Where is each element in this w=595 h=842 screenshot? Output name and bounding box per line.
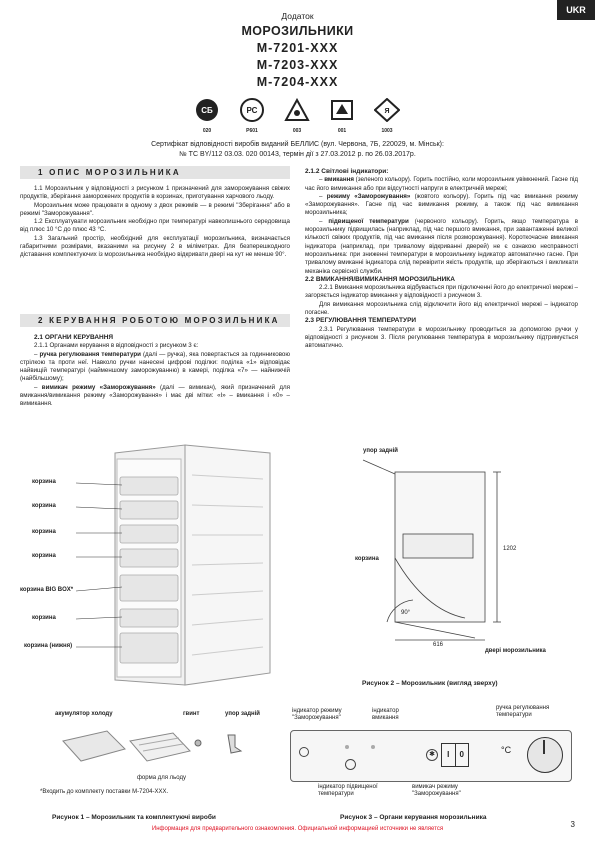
power-indicator-label: індикатор вмикання <box>372 708 399 721</box>
basket-label: корзина <box>32 503 56 509</box>
figure-2-caption: Рисунок 2 – Морозильник (вигляд зверху) <box>362 680 498 687</box>
high-temp-indicator-light <box>345 759 356 770</box>
cert-mark: РС Р601 <box>237 98 267 134</box>
basket-label: корзина <box>32 529 56 535</box>
left-column-controls <box>20 334 290 409</box>
paragraph: – ручка регулювання температури (далі — ручка), яка повертається за годинниковою стрілкою та проти неї. Навколо ручки нанесені цифрові поділки: поділка «1» відповідає найвищій температурі (найменшому заморожуванню) в камері, поділка «7» — найнижчій (найбільшому); <box>20 350 291 383</box>
page-number: 3 <box>570 820 575 829</box>
cert-mark: Я 1003 <box>372 98 402 134</box>
cert-logo-icon <box>329 98 355 122</box>
screw-label: гвинт <box>183 711 200 717</box>
certificate-text <box>0 140 595 160</box>
cert-logo-icon <box>194 98 220 122</box>
paragraph: – вмикання (зеленого кольору). Горить постійно, коли морозильник увімкнений. Гасне під час його вимикання або при відсутності напруги в електричній мережі; <box>305 176 578 192</box>
freeze-mode-switch[interactable] <box>441 743 469 767</box>
certificate-line: Сертифікат відповідності виробів виданий БЕЛЛИС (вул. Червона, 7Б, 220029, м. Мінськ): <box>151 141 444 148</box>
ice-tray-label: форма для льоду <box>137 775 186 781</box>
disclaimer-footer: Информация для предварительного ознакомления. Официальной информацией источники не является <box>151 826 444 832</box>
basket-label: корзина <box>355 556 379 562</box>
model-name: М-7204-XXX <box>256 75 339 89</box>
knob-label: ручка регулювання температури <box>496 705 550 718</box>
footnote: *Входить до комплекту поставки М-7204-XXX. <box>40 789 169 795</box>
basket-label: корзина <box>32 479 56 485</box>
model-name: М-7203-XXX <box>256 58 339 72</box>
paragraph: 2.3.1 Регулювання температури в морозильнику проводиться за допомогою ручки у відповідності з рисунком 3. Після регулювання температура в морозильнику підтримується автоматично. <box>305 325 578 350</box>
depth-dimension: 1202 <box>503 546 517 552</box>
high-temp-indicator-label: індикатор підвищеної температури <box>318 784 378 797</box>
figure-1-caption: Рисунок 1 – Морозильник та комплектуючі вироби <box>52 814 216 821</box>
cert-logo-icon <box>239 98 265 122</box>
knob-pointer <box>543 740 545 754</box>
temperature-knob[interactable] <box>527 737 563 773</box>
page-title: МОРОЗИЛЬНИКИ <box>241 24 354 38</box>
freeze-switch-label: вимикач режиму "Заморожування" <box>412 784 461 797</box>
control-panel <box>290 730 572 782</box>
paragraph: 1.2 Експлуатувати морозильник необхідно при температурі навколишнього середовища від плюс 10 °С до плюс 43 °С. <box>20 218 290 234</box>
paragraph: – вимикач режиму «Заморожування» (далі — вимикач), який призначений для вмикання/вимикання режиму «Заморожування» і має дві мітки: «I» – вмикання і «0» – вимикання. <box>20 383 290 408</box>
svg-text:СБ: СБ <box>201 106 213 115</box>
basket-label: корзина (нижня) <box>24 643 73 649</box>
figure-1-freezer <box>20 435 290 695</box>
paragraph: Для вимикання морозильника слід відключити його від електричної мережі – індикатор погасне. <box>305 300 578 317</box>
subsection-heading: 2.3 РЕГУЛЮВАННЯ ТЕМПЕРАТУРИ <box>305 317 417 325</box>
basket-label: корзина <box>32 615 56 621</box>
figure-3-caption: Рисунок 3 – Органи керування морозильника <box>340 814 487 821</box>
language-badge: UKR <box>557 0 595 20</box>
cert-mark: 003 <box>282 98 312 134</box>
section-heading: 2 КЕРУВАННЯ РОБОТОЮ МОРОЗИЛЬНИКА <box>20 314 290 327</box>
paragraph: 2.1.1 Органами керування в відповідності з рисунком 3 є: <box>34 342 199 350</box>
figure-2-top-view <box>325 440 575 670</box>
section-heading: 1 ОПИС МОРОЗИЛЬНИКА <box>20 166 290 179</box>
snowflake-icon: ✱ <box>426 749 438 761</box>
cert-mark: 001 <box>327 98 357 134</box>
svg-text:РС: РС <box>246 106 258 115</box>
subsection-heading: 2.2 ВМИКАННЯ/ВИМИКАННЯ МОРОЗИЛЬНИКА <box>305 275 455 283</box>
paragraph: – підвищеної температури (червоного кольору). Горить, якщо температура в морозильнику підвищилась (наприклад, під час першого вмикання, при завантаженні великої кількості свіжих продуктів, під час вмикання після розморожування). Короткочасне вмикання індикатора (наприклад, при тривалому відкриванні дверей) не є ознакою несправності морозильника: при зниженні температури в морозильнику індикатор автоматично гасне. При тривалому вмиканні індикатора слід перевірити якість продуктів, що зберігаються і викликати механіка сервісної служби. <box>305 217 578 275</box>
angle-label: 90° <box>401 610 411 616</box>
appendix-label: Додаток <box>281 11 314 21</box>
model-name: М-7201-XXX <box>256 41 339 55</box>
freeze-indicator-light <box>345 745 349 749</box>
power-indicator-light <box>371 745 375 749</box>
top-view-drawing <box>325 440 575 670</box>
rear-stop-label: упор задній <box>363 448 398 454</box>
accumulator-label: акумулятор холоду <box>55 711 113 717</box>
paragraph: 1.1 Морозильник у відповідності з рисунком 1 призначений для заморожування свіжих продуктів, зберігання заморожених продуктів в корзинах, приготування харчового льоду. <box>20 185 290 201</box>
paragraph: – режиму «Заморожування» (жовтого кольору). Горить під час вмикання режиму «Заморожування». Гасне під час вимикання режиму, а також під час вимикання морозильника; <box>305 192 579 217</box>
accessories-drawing <box>55 721 290 773</box>
figure-1-accessories <box>40 705 290 805</box>
left-column <box>20 185 290 260</box>
subsection-heading: 2.1 ОРГАНИ КЕРУВАННЯ <box>34 334 114 341</box>
cert-logo-icon <box>374 98 400 122</box>
freezer-drawing <box>20 435 290 695</box>
width-dimension: 616 <box>433 642 444 648</box>
right-column <box>305 168 578 351</box>
screw-icon <box>299 747 309 757</box>
cert-mark: СБ 020 <box>192 98 222 134</box>
switch-off-mark: 0 <box>459 750 464 759</box>
cert-logo-icon <box>284 98 310 122</box>
svg-text:Я: Я <box>384 108 390 115</box>
subsection-heading: 2.1.2 Світлові індикатори: <box>305 168 389 175</box>
paragraph: 1.3 Загальний простір, необхідний для експлуатації морозильника, визначається габаритними розмірами, вказаними на рисунку 2 в міліметрах. Для безперешкодного діставання комплектуючих із морозильника необхідно відкривати двері на кут не менше 90°. <box>20 234 290 259</box>
rear-stop-label: упор задній <box>225 711 260 717</box>
basket-label: корзина <box>32 553 56 559</box>
freeze-indicator-label: індикатор режиму "Заморожування" <box>292 708 342 721</box>
temperature-mark: °С <box>501 745 512 755</box>
certificate-line: № ТС BY/112 03.03. 020 00143, термін дії з 27.03.2012 р. по 26.03.2017р. <box>179 151 416 158</box>
basket-label: корзина BIG BOX* <box>20 587 74 593</box>
door-label: двері морозильника <box>485 648 546 654</box>
certification-marks <box>192 98 402 134</box>
paragraph: Морозильник може працювати в одному з двох режимів — в режимі "Зберігання" або в режимі "Заморожування". <box>20 201 290 217</box>
switch-on-mark: I <box>442 744 456 766</box>
paragraph: 2.2.1 Вмикання морозильника відбувається при підключенні його до електричної мережі – загоряється індикатор вмикання у відповідності з рисунком 3. <box>305 284 578 300</box>
